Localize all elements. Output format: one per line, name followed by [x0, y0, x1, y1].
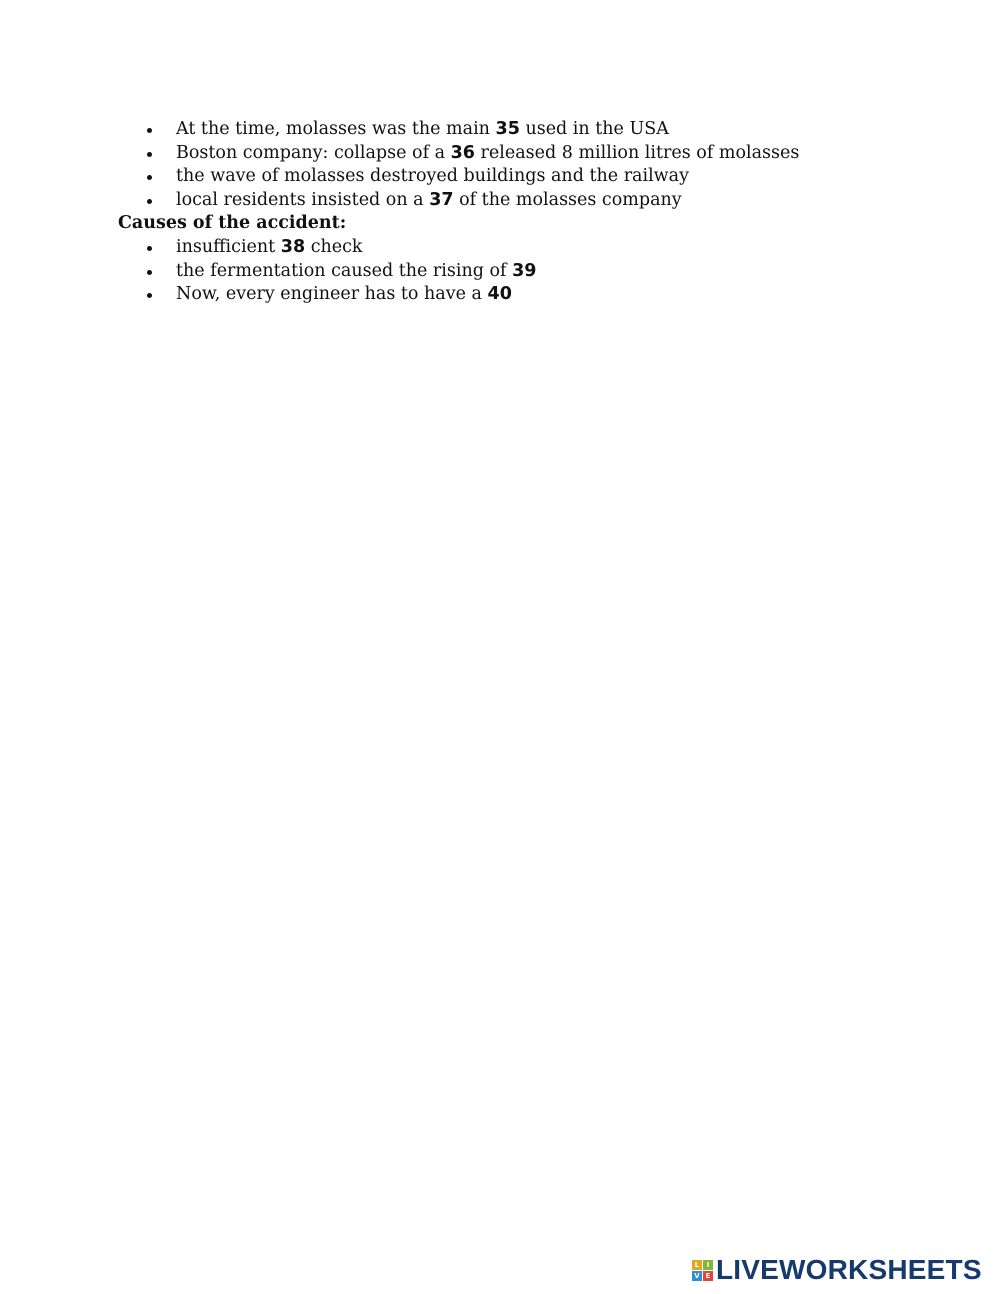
item-text: Boston company: collapse of a — [176, 142, 451, 163]
item-text: used in the USA — [519, 119, 669, 139]
list-item — [118, 260, 958, 284]
blank-number[interactable]: 36 — [450, 142, 475, 163]
liveworksheets-logo — [692, 1255, 982, 1285]
item-text: Now, every engineer has to have a — [176, 284, 488, 305]
blank-number[interactable]: 39 — [512, 260, 537, 281]
list-item — [118, 189, 958, 213]
bullet-icon — [147, 293, 152, 298]
list-item — [118, 236, 958, 260]
worksheet-content — [118, 118, 958, 307]
item-text: the wave of molasses destroyed buildings and the railway — [176, 166, 689, 187]
blank-number[interactable]: 37 — [429, 189, 454, 210]
blank-number[interactable]: 35 — [495, 119, 520, 139]
item-text: released 8 million litres of molasses — [474, 142, 800, 163]
list-item — [118, 283, 958, 307]
logo-mark-tile: E — [703, 1271, 713, 1281]
item-text: insufficient — [176, 236, 281, 257]
bullet-icon — [147, 175, 152, 180]
liveworksheets-logo-icon — [692, 1260, 713, 1281]
item-text: check — [305, 236, 363, 257]
blank-number[interactable]: 38 — [280, 236, 306, 257]
list-item — [118, 142, 958, 166]
logo-mark-tile: V — [692, 1271, 702, 1281]
causes-list — [118, 236, 958, 307]
bullet-icon — [147, 199, 152, 204]
bullet-icon — [147, 270, 152, 275]
notes-list — [118, 118, 958, 212]
bullet-icon — [147, 128, 152, 133]
section-heading: Causes of the accident: — [118, 213, 347, 234]
list-item — [118, 165, 958, 189]
bullet-icon — [147, 246, 152, 251]
item-text: of the molasses company — [453, 189, 682, 210]
logo-mark-tile: L — [692, 1260, 702, 1270]
blank-number[interactable]: 40 — [487, 284, 512, 305]
logo-mark-tile: I — [703, 1260, 713, 1270]
list-item — [118, 118, 958, 142]
item-text: the fermentation caused the rising of — [176, 260, 513, 281]
item-text: At the time, molasses was the main — [176, 119, 496, 139]
logo-text: LIVEWORKSHEETS — [716, 1254, 982, 1285]
bullet-icon — [147, 152, 152, 157]
item-text: local residents insisted on a — [176, 189, 430, 210]
